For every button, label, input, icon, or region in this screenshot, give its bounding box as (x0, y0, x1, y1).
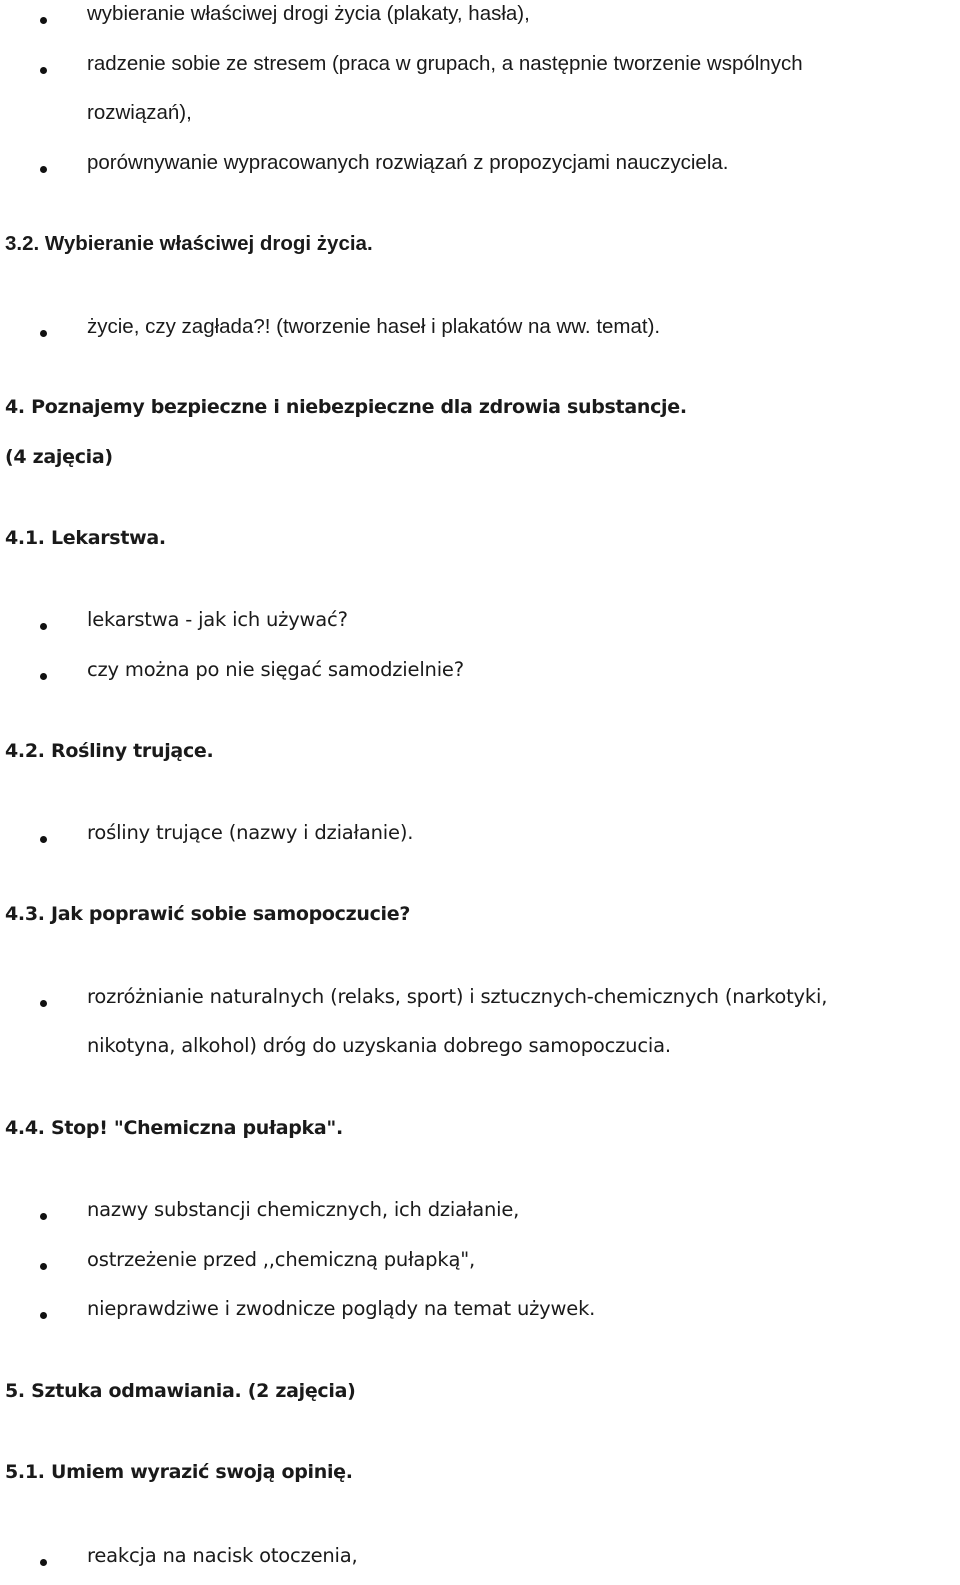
section-heading: (4 zajęcia) (5, 446, 113, 468)
bullet-dot (40, 166, 47, 173)
section-heading: 4.4. Stop! "Chemiczna pułapka". (5, 1117, 343, 1139)
bullet-dot (40, 1559, 47, 1566)
list-item: ostrzeżenie przed ,,chemiczną pułapką", (87, 1248, 475, 1271)
bullet-dot (40, 17, 47, 24)
bullet-dot (40, 1312, 47, 1319)
list-item: reakcja na nacisk otoczenia, (87, 1544, 358, 1567)
list-item: radzenie sobie ze stresem (praca w grupach, a następnie tworzenie wspólnych (87, 52, 803, 75)
bullet-dot (40, 836, 47, 843)
bullet-dot (40, 623, 47, 630)
section-heading: 4.1. Lekarstwa. (5, 527, 166, 549)
list-item: wybieranie właściwej drogi życia (plakaty, hasła), (87, 2, 530, 25)
list-item: rozróżnianie naturalnych (relaks, sport) i sztucznych-chemicznych (narkotyki, (87, 985, 828, 1008)
bullet-dot (40, 67, 47, 74)
section-heading: 4.3. Jak poprawić sobie samopoczucie? (5, 903, 411, 925)
list-item: życie, czy zagłada?! (tworzenie haseł i plakatów na ww. temat). (87, 315, 661, 338)
bullet-dot (40, 1213, 47, 1220)
list-item: rośliny trujące (nazwy i działanie). (87, 821, 414, 844)
section-heading: 3.2. Wybieranie właściwej drogi życia. (5, 232, 373, 255)
list-item: nieprawdziwe i zwodnicze poglądy na temat używek. (87, 1297, 596, 1320)
section-heading: 4.2. Rośliny trujące. (5, 740, 214, 762)
list-item-continuation: nikotyna, alkohol) dróg do uzyskania dobrego samopoczucia. (87, 1034, 671, 1057)
list-item: porównywanie wypracowanych rozwiązań z propozycjami nauczyciela. (87, 151, 729, 174)
bullet-dot (40, 1000, 47, 1007)
section-heading: 5.1. Umiem wyrazić swoją opinię. (5, 1461, 353, 1483)
list-item: czy można po nie sięgać samodzielnie? (87, 658, 464, 681)
bullet-dot (40, 1263, 47, 1270)
bullet-dot (40, 330, 47, 337)
bullet-dot (40, 673, 47, 680)
list-item: lekarstwa - jak ich używać? (87, 608, 348, 631)
list-item: nazwy substancji chemicznych, ich działanie, (87, 1198, 520, 1221)
list-item-continuation: rozwiązań), (87, 101, 192, 124)
section-heading: 5. Sztuka odmawiania. (2 zajęcia) (5, 1380, 356, 1402)
section-heading: 4. Poznajemy bezpieczne i niebezpieczne dla zdrowia substancje. (5, 396, 687, 418)
